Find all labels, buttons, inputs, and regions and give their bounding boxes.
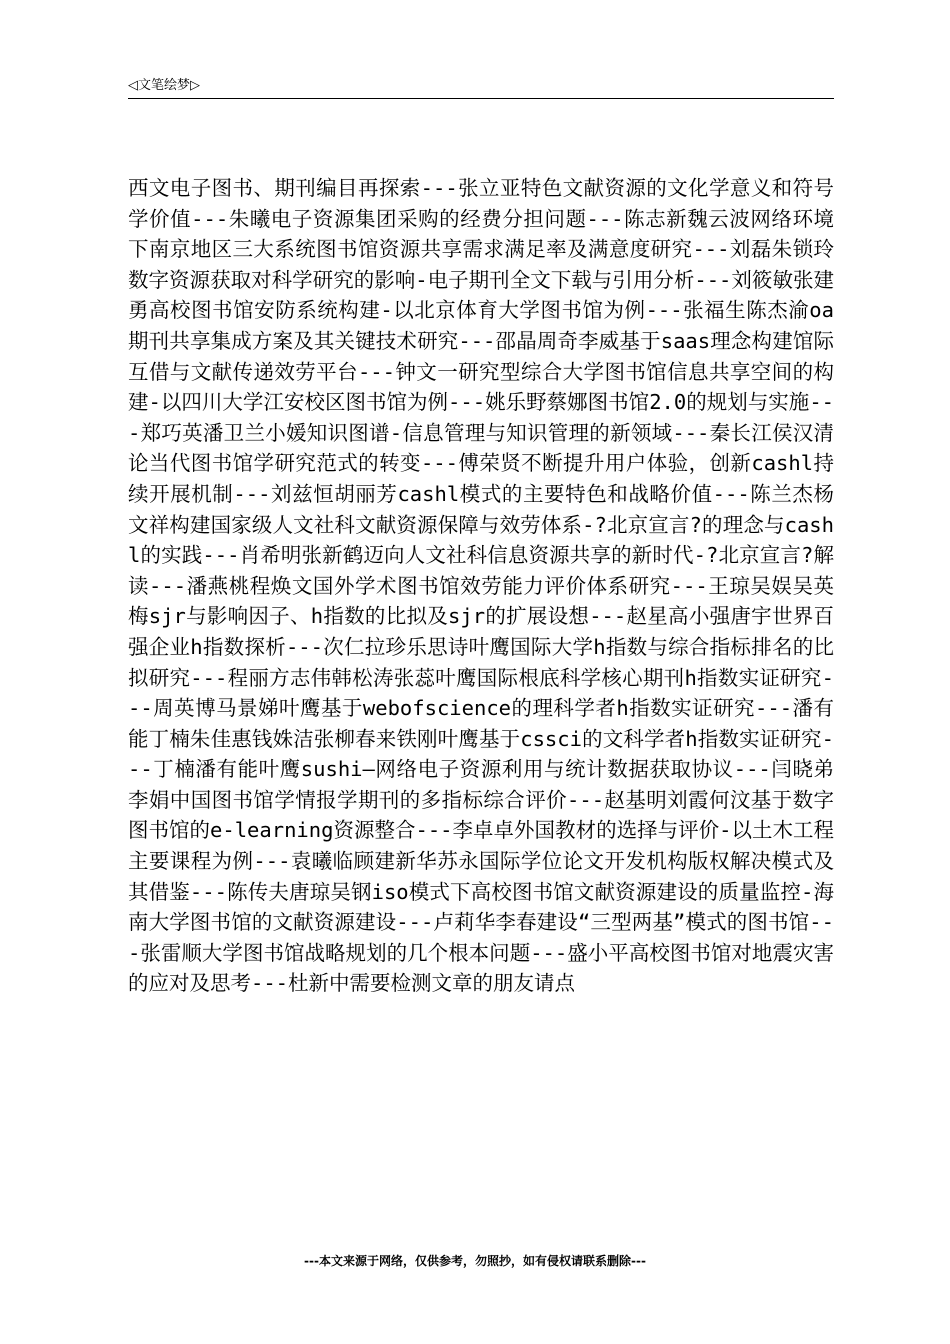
- body-paragraph: 西文电子图书、期刊编目再探索---张立亚特色文献资源的文化学意义和符号学价值---朱曦电子资源集团采购的经费分担问题---陈志新魏云波网络环境下南京地区三大系统图书馆资源共享需求满足率及满意度研究---刘磊朱锁玲数字资源获取对科学研究的影响-电子期刊全文下载与引用分析---刘筱敏张建勇高校图书馆安防系统构建-以北京体育大学图书馆为例---张福生陈杰渝oa期刊共享集成方案及其关键技术研究---邵晶周奇李威基于saas理念构建馆际互借与文献传递效劳平台---钟文一研究型综合大学图书馆信息共享空间的构建-以四川大学江安校区图书馆为例---姚乐野蔡娜图书馆2.0的规划与实施---郑巧英潘卫兰小媛知识图谱-信息管理与知识管理的新领域---秦长江侯汉清论当代图书馆学研究范式的转变---傅荣贤不断提升用户体验，创新cashl持续开展机制---刘兹恒胡丽芳cashl模式的主要特色和战略价值---陈兰杰杨文祥构建国家级人文社科文献资源保障与效劳体系-?北京宣言?的理念与cashl的实践---肖希明张新鹤迈向人文社科信息资源共享的新时代-?北京宣言?解读---潘燕桃程焕文国外学术图书馆效劳能力评价体系研究---王琼吴娱吴英梅sjr与影响因子、h指数的比拟及sjr的扩展设想---赵星高小强唐宇世界百强企业h指数探析---次仁拉珍乐思诗叶鹰国际大学h指数与综合指标排名的比拟研究---程丽方志伟韩松涛张蕊叶鹰国际根底科学核心期刊h指数实证研究---周英博马景娣叶鹰基于webofscience的理科学者h指数实证研究---潘有能丁楠朱佳惠钱姝洁张柳春来铁刚叶鹰基于cssci的文科学者h指数实证研究---丁楠潘有能叶鹰sushi—网络电子资源利用与统计数据获取协议---闫晓弟李娟中国图书馆学情报学期刊的多指标综合评价---赵基明刘霞何汶基于数字图书馆的e-learning资源整合---李卓卓外国教材的选择与评价-以土木工程主要课程为例---袁曦临顾建新华苏永国际学位论文开发机构版权解决模式及其借鉴---陈传夫唐琼吴钢iso模式下高校图书馆文献资源建设的质量监控-海南大学图书馆的文献资源建设---卢莉华李春建设“三型两基”模式的图书馆---张雷顺大学图书馆战略规划的几个根本问题---盛小平高校图书馆对地震灾害的应对及思考---杜新中需要检测文章的朋友请点: [128, 176, 834, 996]
- page-header: [128, 78, 834, 99]
- header-label: ◁文笔绘梦▷: [128, 78, 200, 93]
- page-footer: ---本文来源于网络，仅供参考，勿照抄，如有侵权请联系删除---: [304, 1254, 646, 1268]
